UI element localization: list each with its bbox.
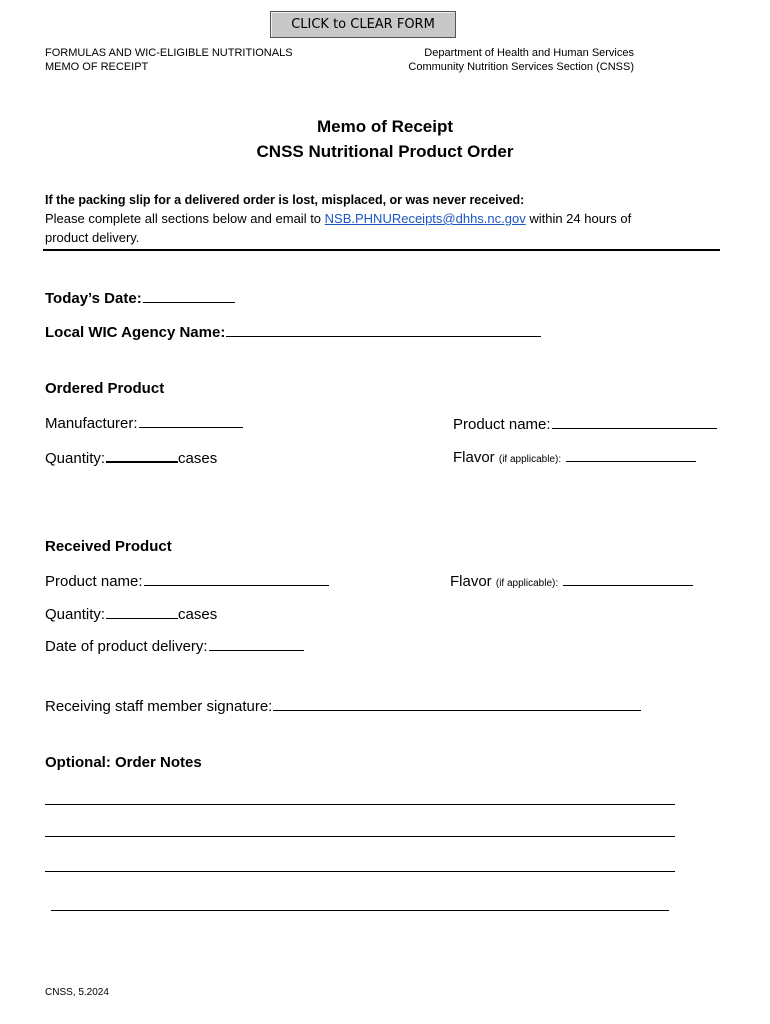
intro-text-before: Please complete all sections below and email to (45, 211, 325, 226)
ordered-quantity-row (45, 447, 217, 467)
received-flavor-row (450, 571, 693, 590)
header-left (45, 46, 293, 74)
ordered-product-name-label: Product name: (453, 416, 551, 433)
signature-row (45, 696, 641, 715)
intro-heading: If the packing slip for a delivered order is lost, misplaced, or was never received: (45, 193, 525, 207)
signature-field[interactable] (273, 696, 641, 711)
notes-line-3[interactable] (45, 871, 675, 872)
notes-line-1[interactable] (45, 804, 675, 805)
ordered-flavor-row (453, 447, 696, 466)
received-quantity-row (45, 604, 217, 623)
ordered-product-name-field[interactable] (552, 414, 717, 429)
ordered-heading: Ordered Product (45, 380, 165, 397)
intro-text-line3: product delivery. (45, 230, 140, 245)
manufacturer-field[interactable] (139, 413, 243, 428)
ordered-quantity-label: Quantity: (45, 450, 106, 467)
header-left-line2: MEMO OF RECEIPT (45, 61, 149, 73)
header-right-line1: Department of Health and Human Services (424, 47, 634, 59)
ordered-manufacturer-row (45, 413, 243, 432)
ordered-quantity-field[interactable] (106, 447, 178, 463)
received-heading: Received Product (45, 538, 172, 555)
ordered-cases-label: cases (178, 450, 218, 467)
header-right (408, 46, 634, 74)
page-subtitle: CNSS Nutritional Product Order (256, 142, 514, 161)
intro-text (45, 211, 631, 226)
agency-row (45, 322, 541, 341)
received-quantity-label: Quantity: (45, 606, 106, 623)
clear-form-button[interactable]: CLICK to CLEAR FORM (270, 11, 456, 38)
manufacturer-label: Manufacturer: (45, 415, 138, 432)
received-if-applicable: (if applicable): (495, 578, 559, 589)
received-quantity-field[interactable] (106, 604, 178, 619)
delivery-date-field[interactable] (209, 636, 304, 651)
form-version: CNSS, 5.2024 (45, 987, 109, 998)
signature-label: Receiving staff member signature: (45, 698, 273, 715)
todays-date-field[interactable] (143, 288, 235, 303)
section-divider (43, 249, 720, 251)
ordered-product-row (453, 414, 717, 433)
agency-name-field[interactable] (226, 322, 541, 337)
ordered-if-applicable: (if applicable): (498, 454, 562, 465)
notes-line-2[interactable] (45, 836, 675, 837)
received-flavor-field[interactable] (563, 571, 693, 586)
received-product-row (45, 571, 329, 590)
received-product-name-label: Product name: (45, 573, 143, 590)
header-left-line1: FORMULAS AND WIC-ELIGIBLE NUTRITIONALS (45, 47, 293, 59)
todays-date-row (45, 288, 235, 307)
received-flavor-label: Flavor (450, 573, 492, 590)
notes-heading: Optional: Order Notes (45, 754, 202, 771)
agency-name-label: Local WIC Agency Name: (45, 324, 226, 341)
email-link[interactable]: NSB.PHNUReceipts@dhhs.nc.gov (324, 211, 526, 226)
received-product-name-field[interactable] (144, 571, 329, 586)
ordered-flavor-field[interactable] (566, 447, 696, 462)
header-right-line2: Community Nutrition Services Section (CNSS) (408, 61, 634, 73)
delivery-date-label: Date of product delivery: (45, 638, 208, 655)
received-cases-label: cases (178, 606, 218, 623)
intro-text-after: within 24 hours of (525, 211, 632, 226)
notes-line-4[interactable] (51, 910, 669, 911)
todays-date-label: Today’s Date: (45, 290, 142, 307)
ordered-flavor-label: Flavor (453, 449, 495, 466)
page-title: Memo of Receipt (316, 117, 454, 136)
delivery-date-row (45, 636, 304, 655)
